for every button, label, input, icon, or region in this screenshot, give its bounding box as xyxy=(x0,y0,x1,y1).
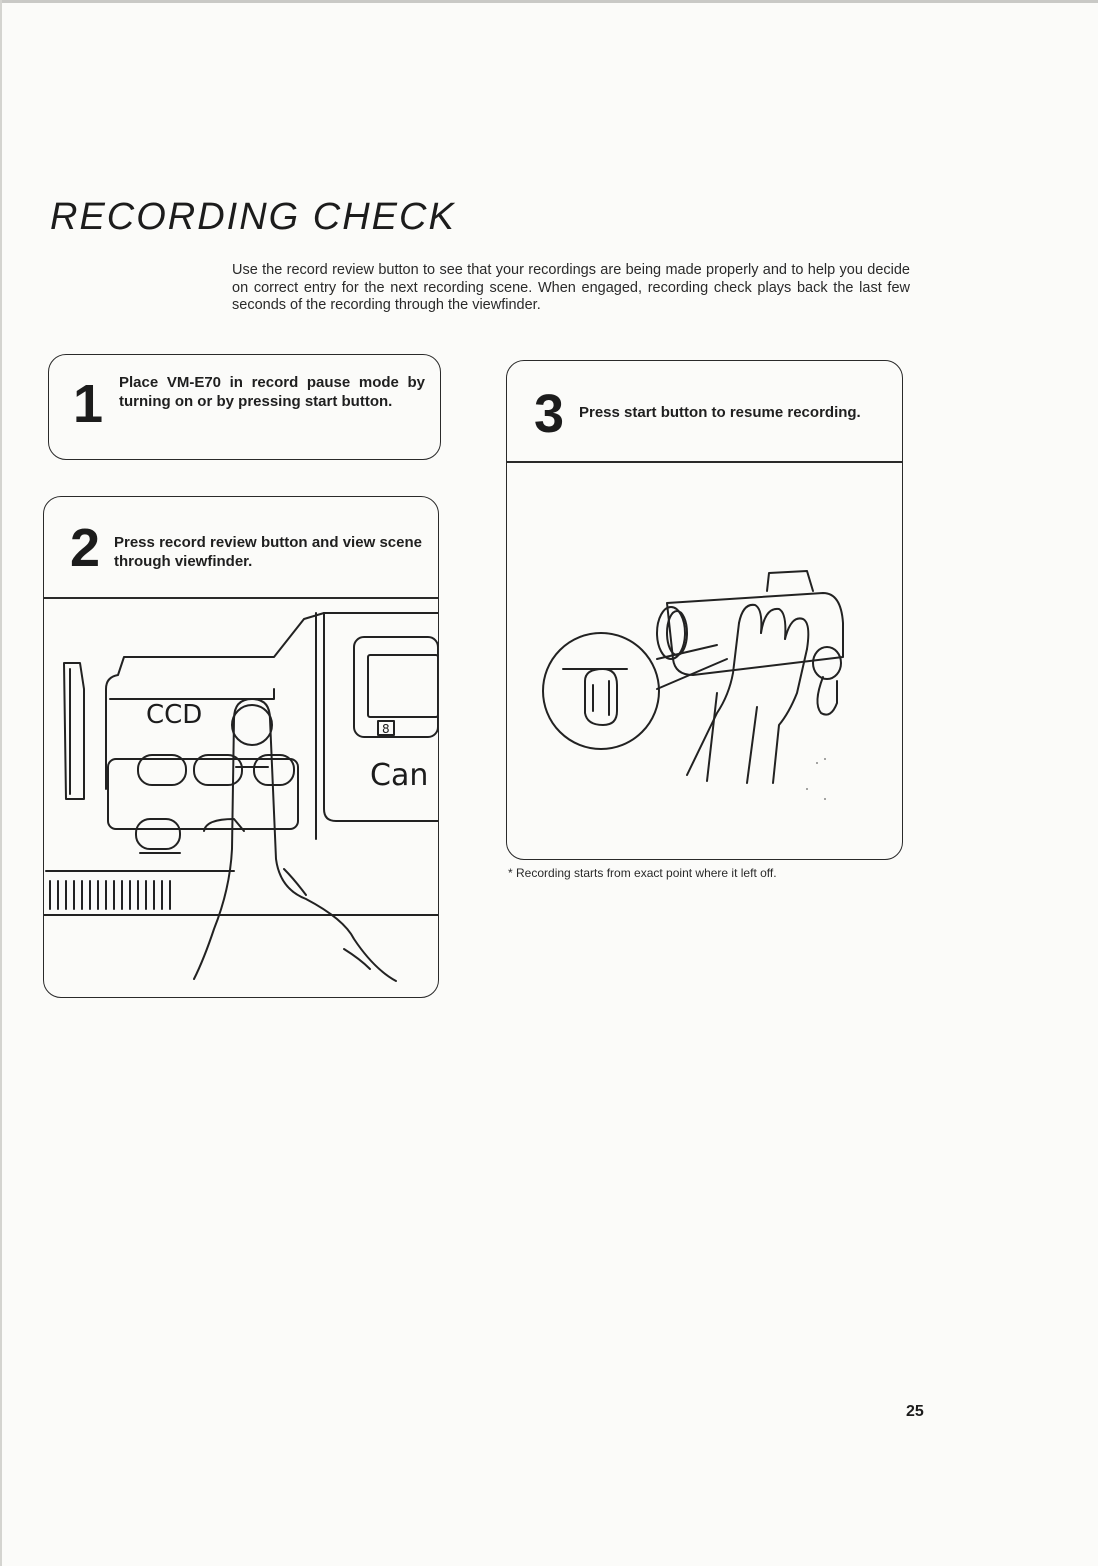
step-3-text: Press start button to resume recording. xyxy=(579,404,861,421)
step-1-number: 1 xyxy=(73,374,104,434)
intro-paragraph: Use the record review button to see that your recordings are being made properly and to help you decide on correct entry for the next recording scene. When engaged, recording check plays back the last few seconds of the recording through the viewfinder. xyxy=(232,262,910,313)
page-number: 25 xyxy=(906,1403,924,1420)
scan-edge-top xyxy=(0,0,1098,3)
scan-edge-left xyxy=(0,0,2,1566)
step-2-number: 2 xyxy=(70,518,101,578)
step-3-number: 3 xyxy=(534,384,565,444)
step-1-text: Place VM-E70 in record pause mode by turning on or by pressing start button. xyxy=(119,374,425,410)
resume-recording-illustration xyxy=(507,463,902,859)
step-2-text: Press record review button and view scene through viewfinder. xyxy=(114,534,422,570)
recording-note: * Recording starts from exact point where it left off. xyxy=(508,866,777,880)
step-2-box xyxy=(43,496,439,998)
step-1-box xyxy=(48,354,441,460)
ccd-label: CCD xyxy=(146,700,203,730)
page-title: RECORDING CHECK xyxy=(50,196,456,238)
step-3-box xyxy=(506,360,903,860)
brand-partial-label: Can xyxy=(370,758,429,793)
record-review-illustration xyxy=(44,599,438,997)
digit-label: 8 xyxy=(382,722,390,736)
